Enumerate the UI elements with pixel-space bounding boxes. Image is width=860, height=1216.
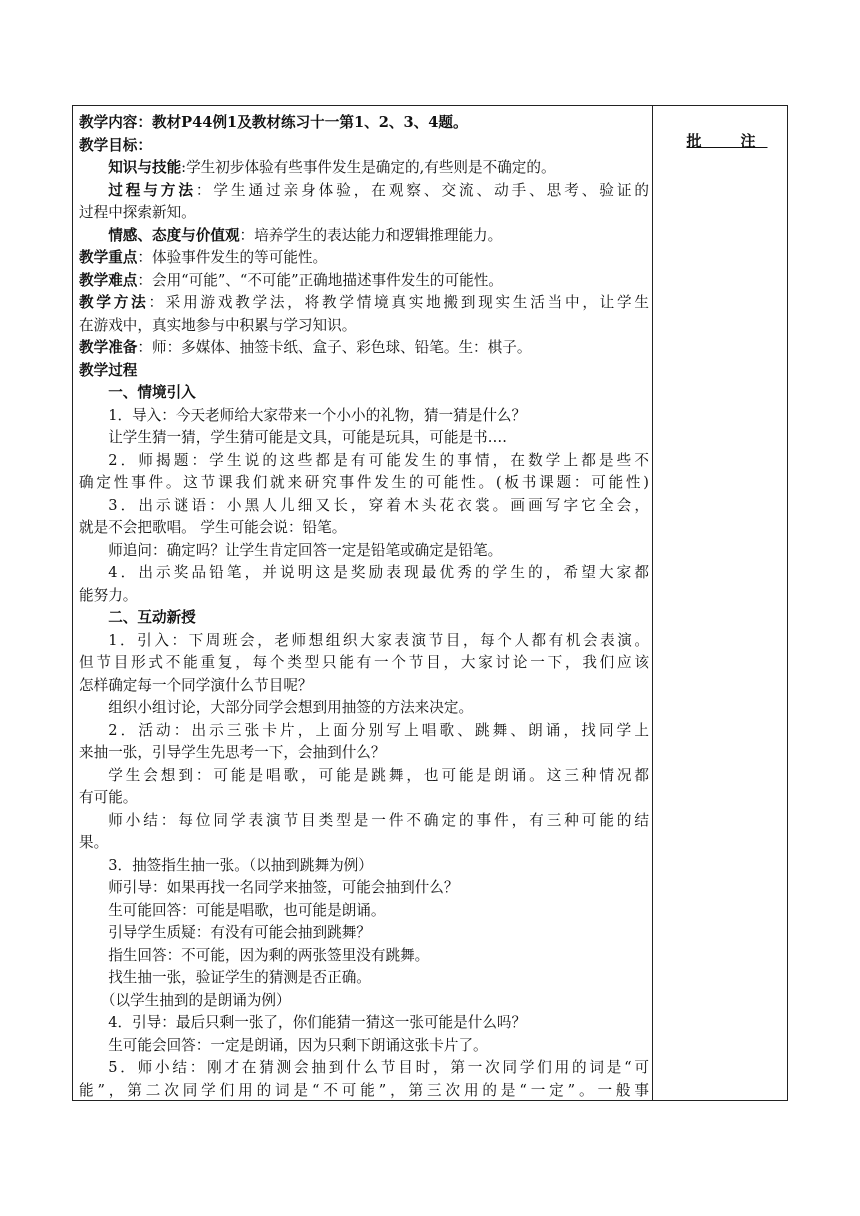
paragraph-line: 让学生猜一猜，学生猜可能是文具，可能是玩具，可能是书….	[108, 429, 507, 446]
paragraph-line: 4．引导：最后只剩一张了，你们能猜一猜这一张可能是什么吗？	[108, 1014, 527, 1031]
paragraph-line: 1．导入：今天老师给大家带来一个小小的礼物，猜一猜是什么？	[108, 406, 527, 424]
column-divider	[652, 106, 653, 1100]
text: ：采用游戏教学法，将教学情境真实地搬到现实生活当中，让学生	[148, 294, 649, 311]
section-2-heading: 二、互动新授	[108, 609, 196, 626]
text: ：师：多媒体、抽签卡纸、盒子、彩色球、铅笔。生：棋子。	[137, 339, 532, 356]
process-heading: 教学过程	[79, 361, 138, 379]
paragraph-line: 3．抽签指生抽一张。（以抽到跳舞为例）	[108, 856, 373, 874]
text: :学生初步体验有些事件发生是确定的,有些则是不确定的。	[181, 159, 556, 176]
paragraph-line: 但节目形式不能重复，每个类型只能有一个节目，大家讨论一下，我们应该	[79, 654, 649, 671]
key-point	[79, 247, 649, 270]
paragraph-line: 引导学生质疑：有没有可能会抽到跳舞？	[108, 924, 371, 941]
goal-knowledge	[79, 157, 649, 180]
paragraph-line: （以学生抽到的是朗诵为例）	[100, 991, 291, 1009]
paragraph-line: 指生回答：不可能，因为剩的两张签里没有跳舞。	[108, 946, 430, 964]
teaching-content-line	[79, 112, 649, 135]
text: ：体验事件发生的等可能性。	[137, 249, 328, 266]
paragraph-line: 师引导：如果再找一名同学来抽签，可能会抽到什么？	[108, 879, 459, 896]
label: 教学方法	[79, 294, 149, 311]
paragraph-line: 生可能回答：可能是唱歌，也可能是朗诵。	[108, 901, 386, 919]
teaching-method-cont: 在游戏中，真实地参与中积累与学习知识。	[79, 316, 357, 334]
paragraph-line: 果。	[79, 834, 109, 851]
goal-process-cont: 过程中探索新知。	[79, 204, 196, 221]
text: ：培养学生的表达能力和逻辑推理能力。	[239, 226, 503, 244]
paragraph-line: 生可能会回答：一定是朗诵，因为只剩下朗诵这张卡片了。	[108, 1036, 488, 1054]
label: 知识与技能	[108, 159, 182, 176]
preparation	[79, 337, 649, 360]
label: 情感、态度与价值观	[108, 226, 240, 244]
label: 教学准备	[79, 339, 138, 356]
paragraph-line: 2．师揭题：学生说的这些都是有可能发生的事情，在数学上都是些不	[108, 451, 649, 469]
paragraph-line: 师追问：确定吗？让学生肯定回答一定是铅笔或确定是铅笔。	[108, 541, 503, 559]
paragraph-line: 2．活动：出示三张卡片，上面分别写上唱歌、跳舞、朗诵，找同学上	[108, 721, 649, 739]
goal-process	[79, 180, 649, 203]
paragraph-line: 确定性事件。这节课我们就来研究事件发生的可能性。(板书课题：可能性)	[79, 474, 649, 491]
label: 教学难点	[79, 271, 138, 289]
label: 过程与方法	[108, 181, 196, 199]
label: 教学重点	[79, 249, 138, 266]
goal-attitude	[79, 225, 649, 248]
paragraph-line: 师小结：每位同学表演节目类型是一件不确定的事件，有三种可能的结	[108, 811, 649, 829]
paragraph-line: 就是不会把歌唱。 学生可能会说：铅笔。	[79, 519, 347, 536]
difficult-point	[79, 270, 649, 293]
paragraph-line: 来抽一张，引导学生先思考一下，会抽到什么？	[79, 744, 386, 761]
teaching-goals-heading: 教学目标：	[79, 136, 152, 154]
paragraph-line: 能”，第二次同学们用的词是“不可能”，第三次用的是“一定”。一般事	[79, 1081, 649, 1099]
paragraph-line: 组织小组讨论，大部分同学会想到用抽签的方法来决定。	[108, 699, 474, 716]
notes-column-header: 批 注	[686, 132, 768, 150]
paragraph-line: 有可能。	[79, 789, 138, 806]
text: ：会用“可能”、“不可能”正确地描述事件发生的可能性。	[137, 271, 503, 289]
paragraph-line: 4．出示奖品铅笔，并说明这是奖励表现最优秀的学生的，希望大家都	[108, 564, 649, 581]
paragraph-line: 3．出示谜语：小黑人儿细又长，穿着木头花衣裳。画画写字它全会，	[108, 496, 649, 514]
lesson-content	[79, 112, 649, 1102]
paragraph-line: 找生抽一张，验证学生的猜测是否正确。	[108, 969, 371, 986]
paragraph-line: 怎样确定每一个同学演什么节目呢？	[79, 676, 313, 694]
text: 教材P44例1及教材练习十一第1、2、3、4题。	[151, 114, 468, 131]
paragraph-line: 能努力。	[79, 586, 138, 604]
paragraph-line: 学生会想到：可能是唱歌，可能是跳舞，也可能是朗诵。这三种情况都	[108, 766, 649, 784]
paragraph-line: 5．师小结：刚才在猜测会抽到什么节目时，第一次同学们用的词是“可	[108, 1059, 649, 1076]
label: 教学内容：	[79, 114, 152, 131]
lesson-plan-table	[72, 105, 788, 1101]
section-1-heading: 一、情境引入	[108, 384, 196, 401]
text: ：学生通过亲身体验，在观察、交流、动手、思考、验证的	[195, 181, 649, 199]
teaching-method	[79, 292, 649, 315]
paragraph-line: 1．引入：下周班会，老师想组织大家表演节目，每个人都有机会表演。	[108, 631, 649, 649]
